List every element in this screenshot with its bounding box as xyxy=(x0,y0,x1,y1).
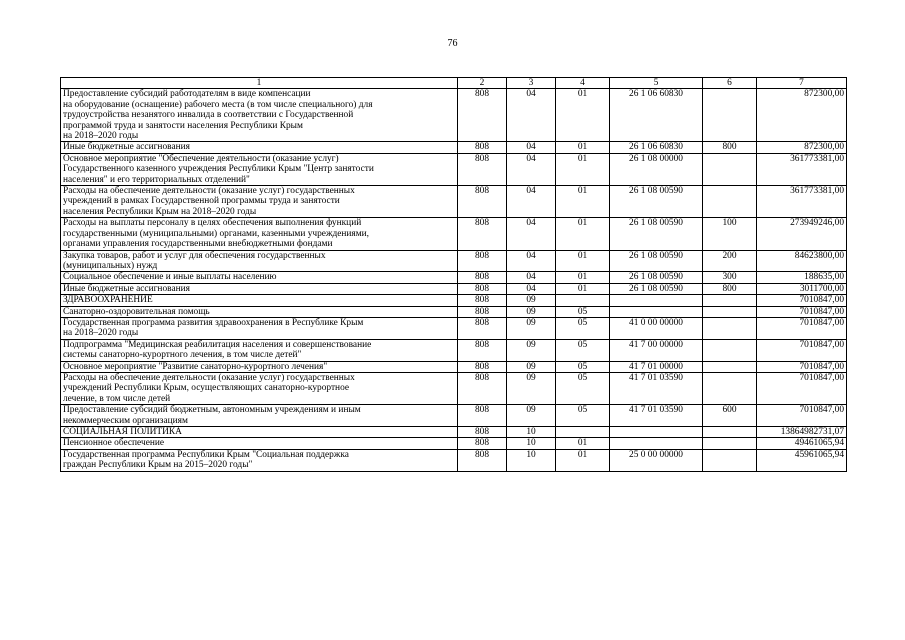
row-name: Иные бюджетные ассигнования xyxy=(61,142,458,153)
row-section-code: 04 xyxy=(507,142,556,153)
row-section-code: 04 xyxy=(507,250,556,272)
row-subsection-code: 01 xyxy=(556,283,610,294)
table-row xyxy=(61,142,847,153)
row-subsection-code: 01 xyxy=(556,438,610,449)
row-section-code: 04 xyxy=(507,218,556,250)
row-amount: 361773381,00 xyxy=(757,153,847,185)
row-section-code: 09 xyxy=(507,339,556,361)
row-expense-type xyxy=(703,427,757,438)
row-subsection-code: 01 xyxy=(556,186,610,218)
row-amount: 45961065,94 xyxy=(757,449,847,471)
row-subsection-code: 01 xyxy=(556,153,610,185)
row-name: Социальное обеспечение и иные выплаты населению xyxy=(61,272,458,283)
row-expense-type xyxy=(703,153,757,185)
row-name: Расходы на выплаты персоналу в целях обеспечения выполнения функций государственными (муниципальными) органами, казенными учреждениями, органами управления государственными внебюджетными фондами xyxy=(61,218,458,250)
row-amount: 872300,00 xyxy=(757,142,847,153)
row-subsection-code: 01 xyxy=(556,89,610,142)
row-section-code: 04 xyxy=(507,153,556,185)
row-subsection-code: 01 xyxy=(556,218,610,250)
row-expense-type: 800 xyxy=(703,283,757,294)
column-header: 2 xyxy=(458,78,507,89)
row-target-article: 26 1 08 00590 xyxy=(610,218,703,250)
row-expense-type xyxy=(703,449,757,471)
table-row xyxy=(61,438,847,449)
table-row xyxy=(61,153,847,185)
row-ministry-code: 808 xyxy=(458,283,507,294)
row-target-article: 41 0 00 00000 xyxy=(610,317,703,339)
row-amount: 188635,00 xyxy=(757,272,847,283)
row-amount: 7010847,00 xyxy=(757,317,847,339)
row-target-article xyxy=(610,306,703,317)
row-name: Основное мероприятие "Развитие санаторно-курортного лечения" xyxy=(61,361,458,372)
row-target-article xyxy=(610,295,703,306)
row-target-article xyxy=(610,427,703,438)
row-expense-type: 800 xyxy=(703,142,757,153)
row-ministry-code: 808 xyxy=(458,250,507,272)
table-row xyxy=(61,283,847,294)
row-target-article: 41 7 00 00000 xyxy=(610,339,703,361)
row-subsection-code: 05 xyxy=(556,339,610,361)
row-target-article: 41 7 01 03590 xyxy=(610,372,703,404)
row-expense-type xyxy=(703,89,757,142)
header-row xyxy=(61,78,847,89)
row-target-article: 41 7 01 00000 xyxy=(610,361,703,372)
row-section-code: 09 xyxy=(507,361,556,372)
row-target-article: 26 1 06 60830 xyxy=(610,142,703,153)
table-row xyxy=(61,317,847,339)
row-section-code: 09 xyxy=(507,306,556,317)
row-ministry-code: 808 xyxy=(458,89,507,142)
row-amount: 13864982731,07 xyxy=(757,427,847,438)
row-subsection-code: 01 xyxy=(556,142,610,153)
column-header: 4 xyxy=(556,78,610,89)
row-section-code: 04 xyxy=(507,186,556,218)
row-ministry-code: 808 xyxy=(458,405,507,427)
row-target-article: 26 1 06 60830 xyxy=(610,89,703,142)
row-amount: 7010847,00 xyxy=(757,295,847,306)
row-name: Государственная программа Республики Крым "Социальная поддержка граждан Республики Крым на 2015–2020 годы" xyxy=(61,449,458,471)
table-row xyxy=(61,295,847,306)
row-name: Предоставление субсидий работодателям в виде компенсации на оборудование (оснащение) рабочего места (в том числе специального) для трудоустройства незанятого инвалида в соответствии с Государственной программой труда и занятости населения Республики Крым на 2018–2020 годы xyxy=(61,89,458,142)
row-expense-type xyxy=(703,339,757,361)
row-section-code: 09 xyxy=(507,405,556,427)
column-header: 7 xyxy=(757,78,847,89)
row-target-article: 26 1 08 00590 xyxy=(610,283,703,294)
row-ministry-code: 808 xyxy=(458,153,507,185)
row-target-article: 26 1 08 00590 xyxy=(610,272,703,283)
row-subsection-code: 01 xyxy=(556,250,610,272)
row-subsection-code: 05 xyxy=(556,405,610,427)
table-row xyxy=(61,339,847,361)
row-name: Закупка товаров, работ и услуг для обеспечения государственных (муниципальных) нужд xyxy=(61,250,458,272)
row-expense-type xyxy=(703,438,757,449)
row-expense-type xyxy=(703,361,757,372)
table-body xyxy=(61,78,847,472)
row-subsection-code: 05 xyxy=(556,361,610,372)
row-ministry-code: 808 xyxy=(458,317,507,339)
column-header: 6 xyxy=(703,78,757,89)
row-amount: 84623800,00 xyxy=(757,250,847,272)
column-header: 3 xyxy=(507,78,556,89)
table-row xyxy=(61,449,847,471)
row-section-code: 04 xyxy=(507,283,556,294)
row-name: Основное мероприятие "Обеспечение деятельности (оказание услуг) Государственного казенного учреждения Республики Крым "Центр занятости населения" и его территориальных отделений" xyxy=(61,153,458,185)
row-expense-type xyxy=(703,306,757,317)
column-header: 1 xyxy=(61,78,458,89)
row-ministry-code: 808 xyxy=(458,427,507,438)
row-amount: 872300,00 xyxy=(757,89,847,142)
table-row xyxy=(61,272,847,283)
row-expense-type xyxy=(703,372,757,404)
row-ministry-code: 808 xyxy=(458,186,507,218)
table-row xyxy=(61,218,847,250)
row-ministry-code: 808 xyxy=(458,295,507,306)
page-number: 76 xyxy=(447,38,458,49)
column-header: 5 xyxy=(610,78,703,89)
row-amount: 7010847,00 xyxy=(757,306,847,317)
row-section-code: 10 xyxy=(507,438,556,449)
row-subsection-code: 05 xyxy=(556,317,610,339)
table-row xyxy=(61,306,847,317)
row-amount: 7010847,00 xyxy=(757,405,847,427)
row-name: Пенсионное обеспечение xyxy=(61,438,458,449)
row-section-code: 10 xyxy=(507,427,556,438)
row-subsection-code xyxy=(556,295,610,306)
row-section-code: 04 xyxy=(507,89,556,142)
row-name: СОЦИАЛЬНАЯ ПОЛИТИКА xyxy=(61,427,458,438)
row-name: Подпрограмма "Медицинская реабилитация населения и совершенствование системы санаторно-курортного лечения, в том числе детей" xyxy=(61,339,458,361)
row-amount: 273949246,00 xyxy=(757,218,847,250)
budget-table xyxy=(60,77,847,472)
row-target-article: 26 1 08 00000 xyxy=(610,153,703,185)
table-row xyxy=(61,427,847,438)
row-ministry-code: 808 xyxy=(458,306,507,317)
row-subsection-code: 01 xyxy=(556,449,610,471)
row-expense-type: 100 xyxy=(703,218,757,250)
row-section-code: 09 xyxy=(507,372,556,404)
row-ministry-code: 808 xyxy=(458,218,507,250)
row-ministry-code: 808 xyxy=(458,272,507,283)
row-section-code: 10 xyxy=(507,449,556,471)
row-subsection-code xyxy=(556,427,610,438)
row-section-code: 09 xyxy=(507,317,556,339)
row-name: Расходы на обеспечение деятельности (оказание услуг) государственных учреждений в рамках Государственной программы труда и занятости населения Республики Крым на 2018–2020 годы xyxy=(61,186,458,218)
row-amount: 7010847,00 xyxy=(757,339,847,361)
row-name: Санаторно-оздоровительная помощь xyxy=(61,306,458,317)
row-ministry-code: 808 xyxy=(458,449,507,471)
row-expense-type: 600 xyxy=(703,405,757,427)
row-ministry-code: 808 xyxy=(458,438,507,449)
row-name: Предоставление субсидий бюджетным, автономным учреждениям и иным некоммерческим организациям xyxy=(61,405,458,427)
row-expense-type: 200 xyxy=(703,250,757,272)
row-target-article: 26 1 08 00590 xyxy=(610,186,703,218)
table-row xyxy=(61,405,847,427)
row-expense-type xyxy=(703,186,757,218)
row-subsection-code: 01 xyxy=(556,272,610,283)
row-target-article: 26 1 08 00590 xyxy=(610,250,703,272)
row-name: Иные бюджетные ассигнования xyxy=(61,283,458,294)
row-ministry-code: 808 xyxy=(458,361,507,372)
row-target-article xyxy=(610,438,703,449)
table-row xyxy=(61,372,847,404)
row-name: ЗДРАВООХРАНЕНИЕ xyxy=(61,295,458,306)
row-section-code: 09 xyxy=(507,295,556,306)
row-expense-type xyxy=(703,317,757,339)
row-section-code: 04 xyxy=(507,272,556,283)
row-ministry-code: 808 xyxy=(458,142,507,153)
row-ministry-code: 808 xyxy=(458,339,507,361)
table-row xyxy=(61,186,847,218)
row-target-article: 25 0 00 00000 xyxy=(610,449,703,471)
row-target-article: 41 7 01 03590 xyxy=(610,405,703,427)
row-amount: 361773381,00 xyxy=(757,186,847,218)
row-ministry-code: 808 xyxy=(458,372,507,404)
row-amount: 7010847,00 xyxy=(757,372,847,404)
table-row xyxy=(61,89,847,142)
row-subsection-code: 05 xyxy=(556,306,610,317)
table-row xyxy=(61,361,847,372)
row-amount: 3011700,00 xyxy=(757,283,847,294)
row-expense-type xyxy=(703,295,757,306)
table-row xyxy=(61,250,847,272)
row-name: Государственная программа развития здравоохранения в Республике Крым на 2018–2020 годы xyxy=(61,317,458,339)
row-subsection-code: 05 xyxy=(556,372,610,404)
row-amount: 7010847,00 xyxy=(757,361,847,372)
row-amount: 49461065,94 xyxy=(757,438,847,449)
row-expense-type: 300 xyxy=(703,272,757,283)
row-name: Расходы на обеспечение деятельности (оказание услуг) государственных учреждений Республики Крым, осуществляющих санаторно-курортное лечение, в том числе детей xyxy=(61,372,458,404)
